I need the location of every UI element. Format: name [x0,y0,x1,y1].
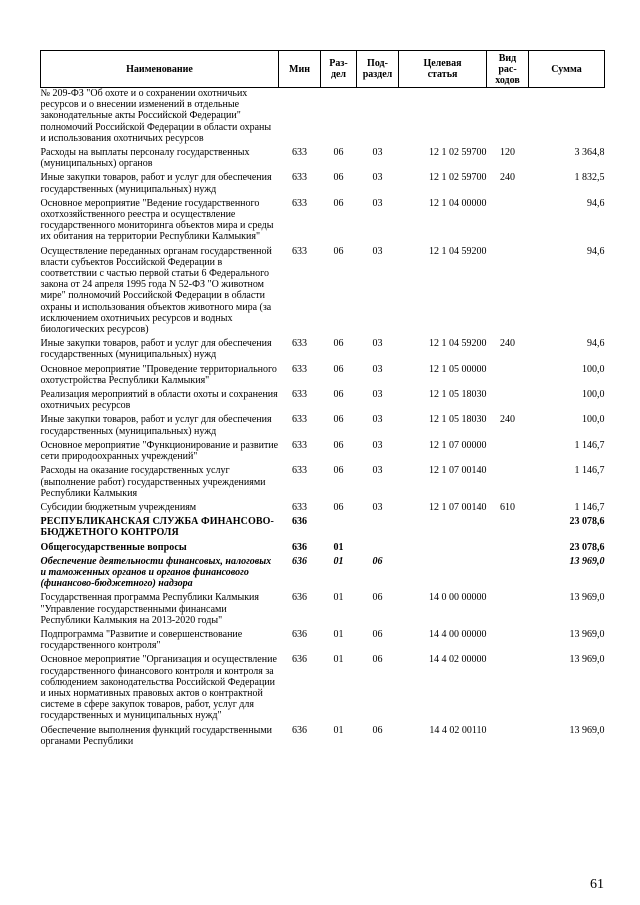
cell-razdel: 06 [333,465,344,477]
cell-summa: 1 146,7 [574,501,605,513]
cell-name: Иные закупки товаров, работ и услуг для обеспечения государственных (муниципальных) нужд [40,338,272,361]
cell-min: 633 [292,172,307,184]
cell-summa: 100,0 [582,414,605,426]
header-razdel: Раз- дел [321,51,357,88]
cell-summa: 13 969,0 [569,592,605,604]
cell-min: 633 [292,414,307,426]
cell-razdel: 06 [333,245,344,257]
cell-name: Реализация мероприятий в области охоты и сохранения охотничьих ресурсов [40,389,278,412]
cell-celevaya: 12 1 04 59200 [429,338,487,350]
cell-summa: 13 969,0 [569,724,605,736]
cell-summa: 23 078,6 [569,541,605,553]
cell-podrazdel [357,88,399,145]
table-row [41,651,605,721]
page-number: 61 [590,877,604,892]
cell-name: Основное мероприятие "Ведение государственного охотхозяйственного реестра и осуществление государственного мониторинга объектов мира и среды их обитания на территории Республики Калмыкия" [40,197,274,243]
cell-summa: 23 078,6 [569,516,605,528]
cell-vid: 120 [500,147,515,159]
cell-podrazdel: 03 [372,363,383,375]
cell-summa: 94,6 [587,197,605,209]
cell-celevaya: 12 1 04 59200 [429,245,487,257]
cell-vid [487,722,529,747]
cell-celevaya: 12 1 07 00140 [429,501,487,513]
cell-celevaya: 14 4 02 00110 [429,724,487,736]
cell-name: Осуществление переданных органам государственной власти субъектов Российской Федерации в соответствии с частью первой статьи 6 Федерального закона от 24 апреля 1995 года N 52-ФЗ "О животном мире" полномочий Российской Федерации в области охраны и использования объектов животного мира (за исключением охотничьих ресурсов и водных биологических ресурсов) [40,245,272,336]
cell-razdel: 01 [333,654,344,666]
cell-vid [487,386,529,411]
cell-razdel: 06 [333,501,344,513]
cell-name: Иные закупки товаров, работ и услуг для обеспечения государственных (муниципальных) нужд [40,414,272,437]
cell-summa: 94,6 [587,245,605,257]
cell-razdel: 01 [333,724,344,736]
cell-podrazdel: 06 [372,724,383,736]
cell-name: Расходы на выплаты персоналу государственных (муниципальных) органов [40,147,250,170]
cell-vid: 240 [500,338,515,350]
cell-summa: 13 969,0 [569,654,605,666]
header-podrazdel: Под- раздел [357,51,399,88]
header-vid: Вид рас- ходов [487,51,529,88]
table-body [41,88,605,747]
cell-razdel [321,513,357,538]
table-row [41,88,605,145]
cell-vid: 610 [500,501,515,513]
cell-celevaya [399,513,487,538]
table-row [41,169,605,194]
cell-celevaya [399,539,487,553]
cell-celevaya: 14 4 02 00000 [429,654,487,666]
cell-vid: 240 [500,172,515,184]
table-row [41,195,605,243]
cell-podrazdel: 03 [372,245,383,257]
table-row [41,386,605,411]
cell-name: № 209-ФЗ "Об охоте и о сохранении охотничьих ресурсов и о внесении изменений в отдельные законодательные акты Российской Федерации" полномочий Российской Федерации в области охраны и использования охотничьих ресурсов [40,88,272,144]
table-row [41,513,605,538]
cell-min: 633 [292,501,307,513]
cell-celevaya: 12 1 07 00000 [429,439,487,451]
table-header [41,51,605,88]
cell-summa: 13 969,0 [569,628,605,640]
cell-name: Основное мероприятие "Проведение территориального охотустройства Республики Калмыкия" [40,363,277,386]
cell-summa: 13 969,0 [569,555,605,567]
table-row [41,462,605,499]
cell-min: 633 [292,363,307,375]
cell-min: 636 [292,541,307,553]
cell-summa: 1 146,7 [574,439,605,451]
cell-podrazdel: 03 [372,465,383,477]
cell-min: 636 [292,555,307,567]
cell-summa [529,88,605,145]
cell-razdel: 06 [333,439,344,451]
cell-min: 633 [292,389,307,401]
cell-podrazdel: 03 [372,389,383,401]
cell-podrazdel [357,513,399,538]
table-row [41,335,605,360]
cell-celevaya: 12 1 04 00000 [429,197,487,209]
cell-razdel: 06 [333,197,344,209]
header-name: Наименование [41,51,279,88]
cell-podrazdel: 06 [372,592,383,604]
cell-podrazdel: 03 [372,172,383,184]
cell-celevaya: 12 1 05 00000 [429,363,487,375]
cell-celevaya: 12 1 05 18030 [429,414,487,426]
cell-celevaya [399,553,487,590]
cell-podrazdel: 06 [372,628,383,640]
budget-table [40,50,605,747]
cell-celevaya: 12 1 07 00140 [429,465,487,477]
cell-razdel: 01 [333,592,344,604]
cell-podrazdel: 03 [372,338,383,350]
cell-vid [487,651,529,721]
cell-razdel: 06 [333,172,344,184]
cell-vid [487,195,529,243]
cell-vid [487,243,529,336]
header-min: Мин [279,51,321,88]
cell-vid [487,462,529,499]
cell-name: Обеспечение выполнения функций государственными органами Республики [40,724,273,747]
cell-razdel: 01 [333,555,344,567]
cell-razdel: 06 [333,338,344,350]
cell-celevaya: 14 0 00 00000 [429,592,487,604]
table-row [41,553,605,590]
cell-name: Основное мероприятие "Организация и осуществление государственного финансового контроля и контроля за соблюдением законодательства Российской Федерации и иных нормативных правовых актов о контрактной системе в сфере закупок товаров, работ, услуг для государственных и муниципальных нужд" [40,654,277,722]
cell-podrazdel: 03 [372,414,383,426]
cell-summa: 94,6 [587,338,605,350]
cell-vid [487,513,529,538]
cell-razdel: 06 [333,147,344,159]
cell-podrazdel: 06 [372,555,383,567]
cell-podrazdel: 06 [372,654,383,666]
table-row [41,589,605,626]
cell-min: 633 [292,245,307,257]
cell-name: Субсидии бюджетным учреждениям [40,501,197,513]
cell-min: 636 [292,592,307,604]
cell-summa: 1 832,5 [574,172,605,184]
cell-min [279,88,321,145]
table-row [41,361,605,386]
cell-name: Подпрограмма "Развитие и совершенствование государственного контроля" [40,628,243,652]
cell-name: Расходы на оказание государственных услуг (выполнение работ) государственных учреждениями Республики Калмыкия [40,465,266,499]
cell-vid [487,589,529,626]
cell-min: 636 [292,724,307,736]
header-summa: Сумма [529,51,605,88]
table-row [41,499,605,513]
cell-vid [487,553,529,590]
cell-name: Общегосударственные вопросы [40,541,187,553]
cell-podrazdel: 03 [372,439,383,451]
cell-name: Основное мероприятие "Функционирование и развитие сети природоохранных учреждений" [40,439,279,463]
header-celevaya: Целевая статья [399,51,487,88]
cell-min: 633 [292,465,307,477]
cell-summa: 100,0 [582,363,605,375]
table-row [41,722,605,747]
cell-summa: 1 146,7 [574,465,605,477]
cell-celevaya [399,88,487,145]
cell-summa: 100,0 [582,389,605,401]
cell-celevaya: 12 1 05 18030 [429,389,487,401]
cell-name: Государственная программа Республики Калмыкия "Управление государственными финансами Республики Калмыкия на 2013-2020 годы" [40,592,260,626]
cell-min: 633 [292,147,307,159]
cell-min: 633 [292,197,307,209]
cell-vid: 240 [500,414,515,426]
cell-name: Иные закупки товаров, работ и услуг для обеспечения государственных (муниципальных) нужд [40,172,272,195]
cell-podrazdel: 03 [372,147,383,159]
cell-vid [487,361,529,386]
cell-min: 636 [292,628,307,640]
cell-min: 636 [292,516,307,528]
cell-razdel [321,88,357,145]
cell-min: 633 [292,439,307,451]
cell-celevaya: 12 1 02 59700 [429,172,487,184]
cell-razdel: 01 [333,628,344,640]
cell-name: Обеспечение деятельности финансовых, налоговых и таможенных органов и органов финансового (финансово-бюджетного) надзора [40,555,272,590]
cell-razdel: 01 [333,541,344,553]
table-row [41,437,605,462]
cell-vid [487,88,529,145]
cell-podrazdel: 03 [372,197,383,209]
cell-vid [487,437,529,462]
cell-summa: 3 364,8 [574,147,605,159]
cell-vid [487,626,529,651]
cell-celevaya: 12 1 02 59700 [429,147,487,159]
table-row [41,144,605,169]
cell-min: 633 [292,338,307,350]
table-row [41,539,605,553]
cell-podrazdel [357,539,399,553]
table-row [41,243,605,336]
cell-min: 636 [292,654,307,666]
cell-vid [487,539,529,553]
cell-podrazdel: 03 [372,501,383,513]
table-row [41,626,605,651]
cell-name: РЕСПУБЛИКАНСКАЯ СЛУЖБА ФИНАНСОВО-БЮДЖЕТНОГО КОНТРОЛЯ [40,516,274,539]
cell-celevaya: 14 4 00 00000 [429,628,487,640]
cell-razdel: 06 [333,389,344,401]
table-row [41,411,605,436]
cell-razdel: 06 [333,414,344,426]
cell-razdel: 06 [333,363,344,375]
